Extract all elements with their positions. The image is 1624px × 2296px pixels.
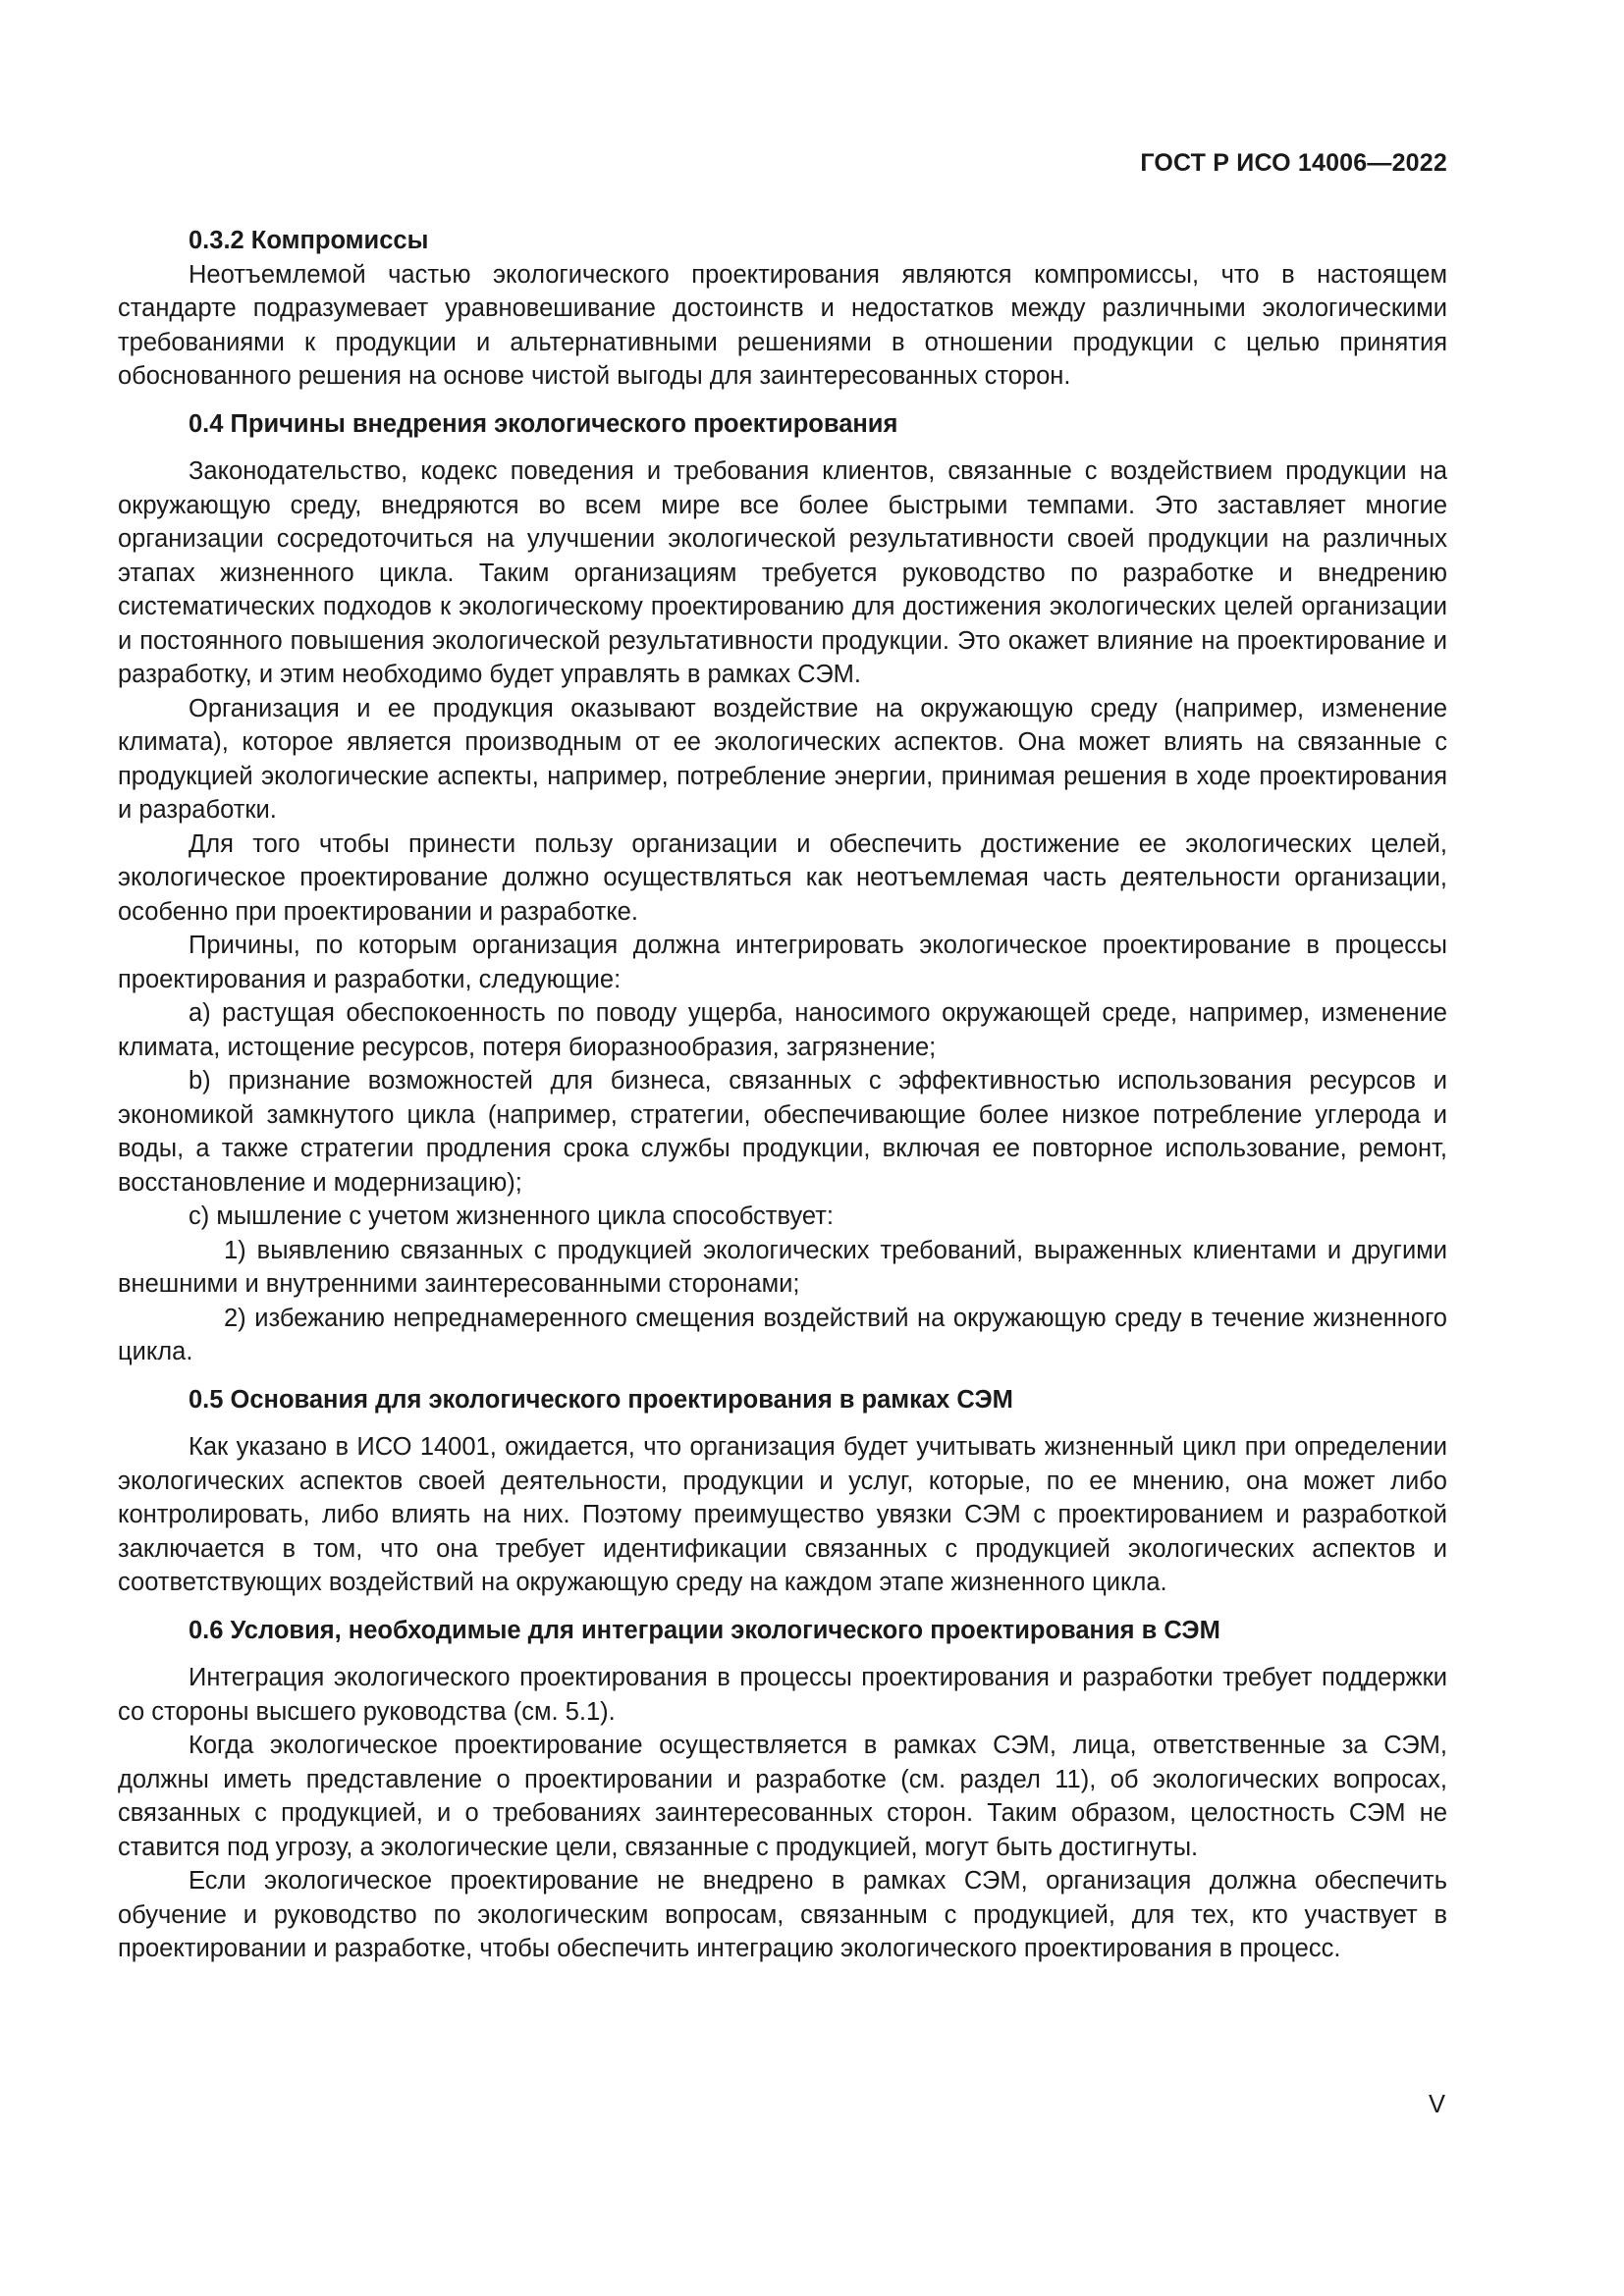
paragraph: Причины, по которым организация должна интегрировать экологическое проектирование в процессы проектирования и разработки, следующие: [118, 932, 1447, 993]
list-item-c: с) мышление с учетом жизненного цикла способствует: [189, 1202, 834, 1230]
standard-header: ГОСТ Р ИСО 14006—2022 [1140, 149, 1447, 177]
paragraph: Если экологическое проектирование не внедрено в рамках СЭМ, организация должна обеспечить обучение и руководство по экологическим вопросам, связанным с продукцией, для тех, кто участвует в проектировании и разработке, чтобы обеспечить интеграцию экологического проектирования в процесс. [118, 1867, 1447, 1962]
section-heading-0-6: 0.6 Условия, необходимые для интеграции экологического проектирования в СЭМ [189, 1616, 1220, 1644]
section-heading-0-4: 0.4 Причины внедрения экологического проектирования [189, 409, 898, 438]
paragraph: Когда экологическое проектирование осуществляется в рамках СЭМ, лица, ответственные за СЭМ, должны иметь представление о проектировании и разработке (см. раздел 11), об экологических вопросах, связанных с продукцией, и о требованиях заинтересованных сторон. Таким образом, целостность СЭМ не ставится под угрозу, а экологические цели, связанные с продукцией, могут быть достигнуты. [118, 1732, 1447, 1861]
paragraph: Интеграция экологического проектирования в процессы проектирования и разработки требует поддержки со стороны высшего руководства (см. 5.1). [118, 1664, 1447, 1726]
list-item-c1: 1) выявлению связанных с продукцией экологических требований, выраженных клиентами и другими внешними и внутренними заинтересованными сторонами; [118, 1236, 1447, 1298]
section-heading-0-5: 0.5 Основания для экологического проектирования в рамках СЭМ [189, 1385, 1013, 1414]
list-item-a: а) растущая обеспокоенность по поводу ущерба, наносимого окружающей среде, например, изменение климата, истощение ресурсов, потеря биоразнообразия, загрязнение; [118, 999, 1447, 1061]
document-body [118, 224, 1447, 1966]
paragraph: Неотъемлемой частью экологического проектирования являются компромиссы, что в настоящем стандарте подразумевает уравновешивание достоинств и недостатков между различными экологическими требованиями к продукции и альтернативными решениями в отношении продукции с целью принятия обоснованного решения на основе чистой выгоды для заинтересованных сторон. [118, 260, 1447, 390]
paragraph: Законодательство, кодекс поведения и требования клиентов, связанные с воздействием продукции на окружающую среду, внедряются во всем мире все более быстрыми темпами. Это заставляет многие организации сосредоточиться на улучшении экологической результативности своей продукции на различных этапах жизненного цикла. Таким организациям требуется руководство по разработке и внедрению систематических подходов к экологическому проектированию для достижения экологических целей организации и постоянного повышения экологической результативности продукции. Это окажет влияние на проектирование и разработку, и этим необходимо будет управлять в рамках СЭМ. [118, 457, 1447, 688]
page-number: V [1428, 2091, 1445, 2118]
list-item-c2: 2) избежанию непреднамеренного смещения воздействий на окружающую среду в течение жизненного цикла. [118, 1304, 1447, 1365]
paragraph: Как указано в ИСО 14001, ожидается, что организация будет учитывать жизненный цикл при определении экологических аспектов своей деятельности, продукции и услуг, которые, по ее мнению, она может либо контролировать, либо влиять на них. Поэтому преимущество увязки СЭМ с проектированием и разработкой заключается в том, что она требует идентификации связанных с продукцией экологических аспектов и соответствующих воздействий на окружающую среду на каждом этапе жизненного цикла. [118, 1433, 1447, 1596]
paragraph: Организация и ее продукция оказывают воздействие на окружающую среду (например, изменение климата), которое является производным от ее экологических аспектов. Она может влиять на связанные с продукцией экологические аспекты, например, потребление энергии, принимая решения в ходе проектирования и разработки. [118, 694, 1447, 824]
list-item-b: b) признание возможностей для бизнеса, связанных с эффективностью использования ресурсов и экономикой замкнутого цикла (например, стратегии, обеспечивающие более низкое потребление углерода и воды, а также стратегии продления срока службы продукции, включая ее повторное использование, ремонт, восстановление и модернизацию); [118, 1067, 1447, 1197]
section-heading-0-3-2: 0.3.2 Компромиссы [189, 227, 429, 254]
paragraph: Для того чтобы принести пользу организации и обеспечить достижение ее экологических целей, экологическое проектирование должно осуществляться как неотъемлемая часть деятельности организации, особенно при проектировании и разработке. [118, 829, 1447, 926]
